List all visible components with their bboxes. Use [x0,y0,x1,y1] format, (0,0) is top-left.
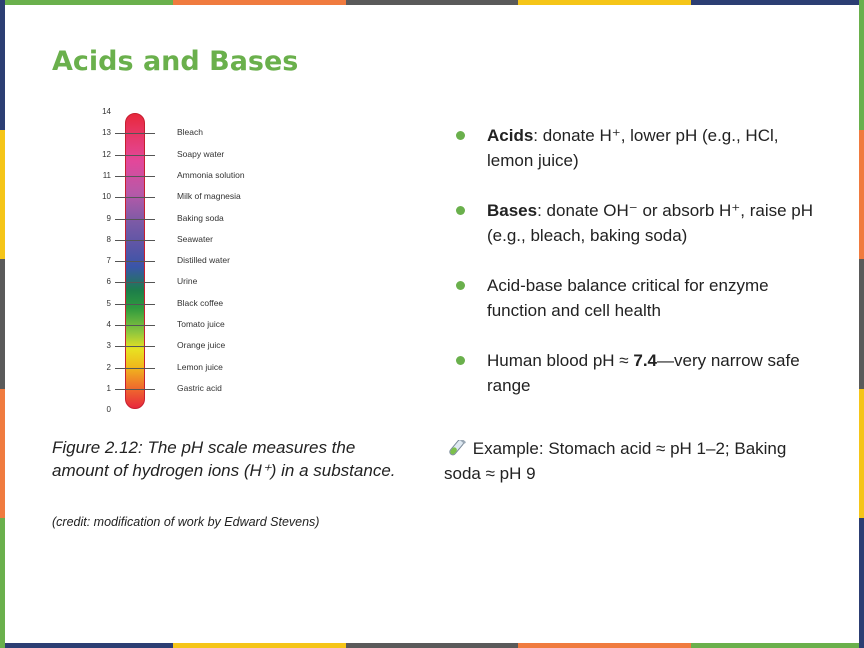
ph-tick-number: 3 [106,341,111,351]
ph-tick-number: 4 [106,320,111,329]
ph-tick-line [115,346,155,347]
ph-tick-number: 2 [106,362,111,372]
ph-tick-line [115,389,155,390]
bullet-text: Acid-base balance critical for enzyme function and cell health [487,276,769,320]
ph-tick-number: 13 [102,128,111,138]
ph-tick-line [115,240,155,241]
bullet-dot-icon [456,131,465,140]
ph-tick-number: 9 [106,213,111,223]
ph-tick-number: 7 [106,256,111,266]
ph-tick-line [115,304,155,305]
bottom-frame-bar [0,643,864,648]
right-frame-bar [859,0,864,648]
ph-tick-number: 11 [102,170,111,180]
left-frame-bar [0,0,5,648]
ph-substance-label: Seawater [177,233,213,244]
figure-caption: Figure 2.12: The pH scale measures the amount of hydrogen ions (H⁺) in a substance. [52,438,396,480]
ph-tick-line [115,155,155,156]
ph-tick-number: 6 [106,277,111,287]
test-tube-icon [444,440,468,456]
bullet-item-blood [456,348,816,398]
ph-tick-number: 14 [102,107,111,116]
figure-credit: (credit: modification of work by Edward Stevens) [52,515,320,529]
ph-tick-line [115,219,155,220]
ph-tick-number: 10 [102,192,111,202]
bullet-pre: Human blood pH ≈ [487,351,634,370]
bullet-bold: Acids [487,126,534,145]
slide-title: Acids and Bases [52,46,299,77]
ph-scale-figure [95,105,295,420]
ph-tick-line [115,282,155,283]
ph-tick-line [115,261,155,262]
ph-substance-label: Soapy water [177,148,225,159]
bullet-list [456,123,816,423]
ph-tick-number: 1 [106,383,111,393]
bullet-dot-icon [456,281,465,290]
example-text: Example: Stomach acid ≈ pH 1–2; Baking soda ≈ pH 9 [444,439,787,483]
ph-tick-line [115,368,155,369]
ph-tick-line [115,133,155,134]
ph-substance-label: Urine [177,276,198,287]
bullet-item-bases [456,198,816,248]
bullet-bold: 7.4 [633,351,657,370]
bullet-text: : donate H⁺, lower pH (e.g., HCl, lemon juice) [487,126,779,170]
ph-substance-label: Black coffee [177,297,224,308]
bullet-bold: Bases [487,201,538,220]
ph-substance-label: Baking soda [177,212,224,223]
ph-tick-number: 5 [106,298,111,308]
ph-substance-label: Ammonia solution [177,169,245,180]
ph-substance-label: Distilled water [177,255,230,266]
ph-substance-label: Orange juice [177,340,226,351]
bullet-item-acids [456,123,816,173]
bullet-text: : donate OH⁻ or absorb H⁺, raise pH (e.g., bleach, baking soda) [487,201,814,245]
example-note [444,436,804,486]
ph-substance-label: Gastric acid [177,382,222,393]
bullet-dot-icon [456,206,465,215]
ph-tick-number: 8 [106,234,111,244]
bullet-item-balance [456,273,816,323]
ph-substance-label: Lemon juice [177,361,223,372]
ph-tick-number: 12 [102,149,111,159]
ph-tick-line [115,325,155,326]
ph-tick-number: 0 [106,405,111,415]
ph-tick-line [115,197,155,198]
bullet-dot-icon [456,356,465,365]
ph-substance-label: Milk of magnesia [177,191,241,202]
top-frame-bar [0,0,864,5]
ph-tick-line [115,176,155,177]
ph-substance-label: Bleach [177,127,203,138]
bullet-text: —very narrow safe range [487,351,800,395]
ph-substance-label: Tomato juice [177,319,225,329]
